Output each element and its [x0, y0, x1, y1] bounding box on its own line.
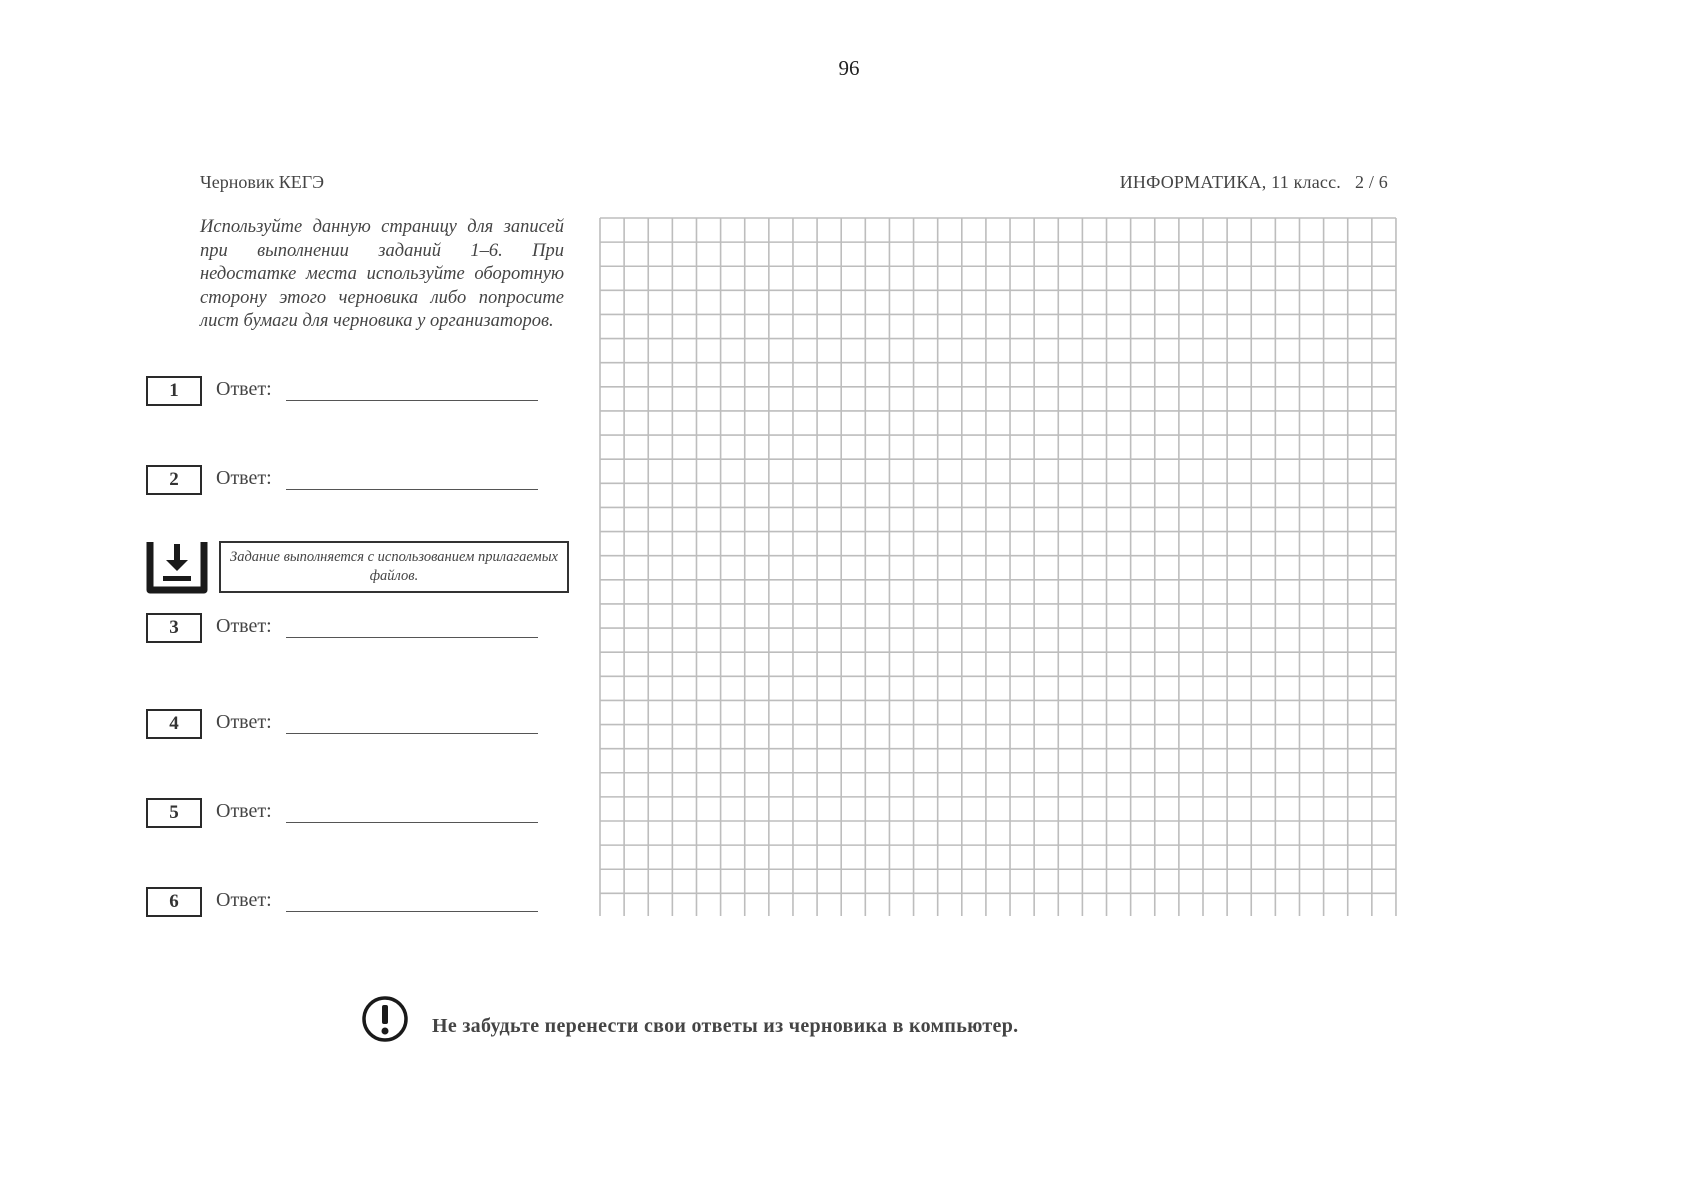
file-note: Задание выполняется с использованием прилагаемых файлов. [219, 541, 569, 593]
header-page-of: 2 / 6 [1354, 172, 1388, 192]
task-number-box: 2 [146, 465, 202, 495]
answer-line[interactable] [286, 637, 538, 638]
header-subject [1120, 172, 1388, 193]
task-number-box: 4 [146, 709, 202, 739]
answer-line[interactable] [286, 911, 538, 912]
header-subject-text: ИНФОРМАТИКА, 11 класс. [1119, 172, 1341, 192]
answer-label: Ответ: [216, 711, 272, 733]
instructions-text: Используйте данную страницу для записей при выполнении заданий 1–6. При недостатке места используйте оборотную сторону этого черновика либо попросите лист бумаги для черновика у организаторов. [200, 217, 564, 331]
answer-label: Ответ: [216, 889, 272, 911]
task-number-box: 5 [146, 798, 202, 828]
reminder-text: Не забудьте перенести свои ответы из черновика в компьютер. [432, 1015, 1019, 1037]
task-number-box: 1 [146, 376, 202, 406]
answer-label: Ответ: [216, 378, 272, 400]
download-file-icon [146, 538, 208, 594]
draft-grid[interactable] [598, 216, 1398, 916]
exclamation-circle-icon [361, 995, 409, 1043]
answer-label: Ответ: [216, 615, 272, 637]
answer-line[interactable] [286, 489, 538, 490]
answer-line[interactable] [286, 400, 538, 401]
task-number-box: 3 [146, 613, 202, 643]
answer-line[interactable] [286, 822, 538, 823]
answer-label: Ответ: [216, 800, 272, 822]
header-draft-title: Черновик КЕГЭ [200, 172, 324, 192]
answer-line[interactable] [286, 733, 538, 734]
page-number: 96 [838, 56, 860, 80]
answer-label: Ответ: [216, 467, 272, 489]
task-number-box: 6 [146, 887, 202, 917]
